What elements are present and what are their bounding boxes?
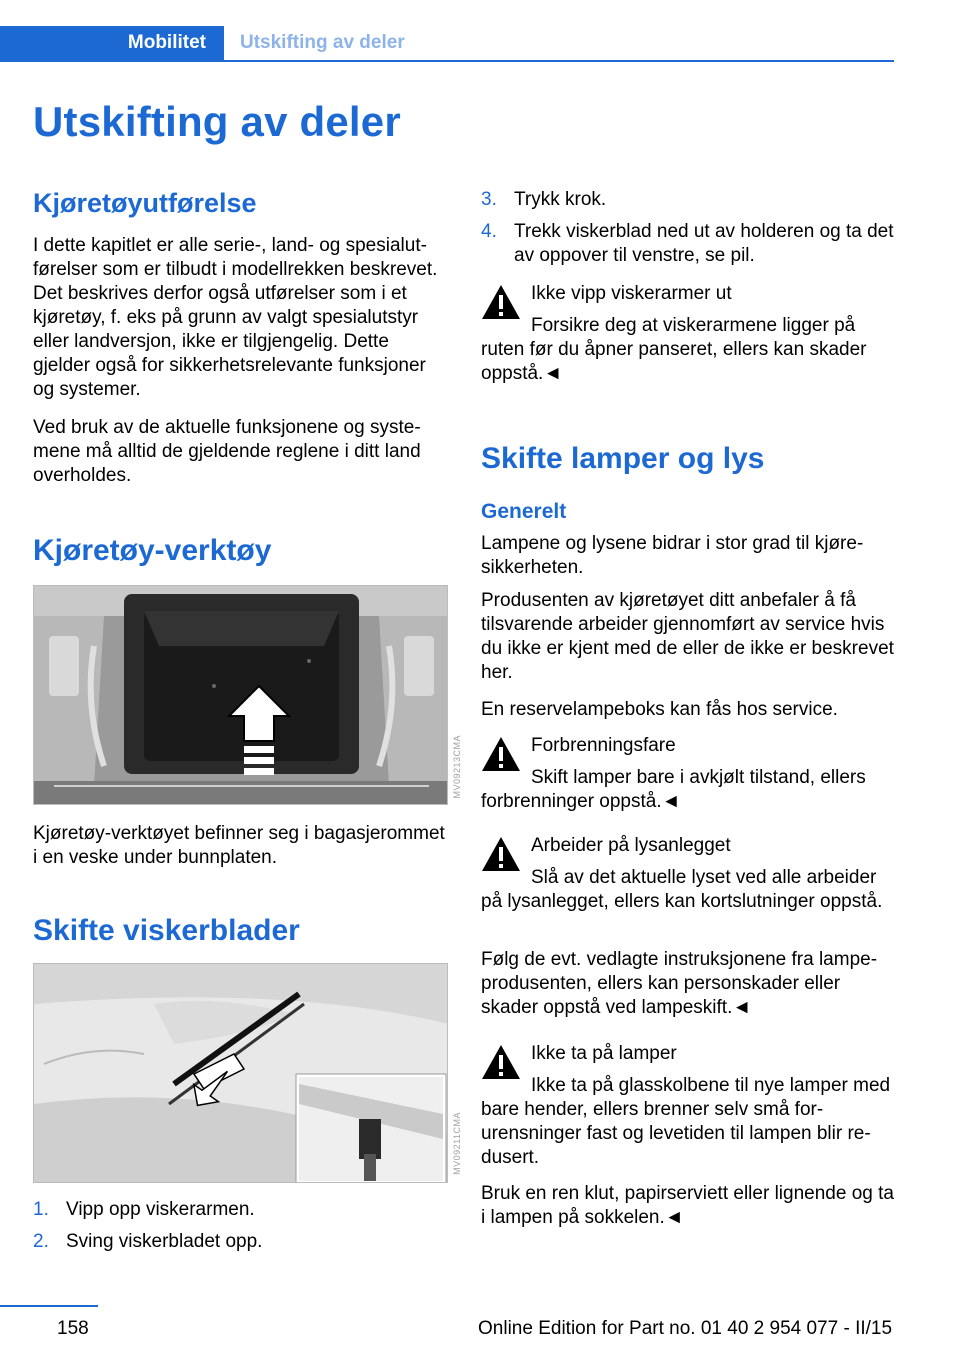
list-text: Vipp opp viskerarmen. xyxy=(66,1199,255,1220)
paragraph-rules: Ved bruk av de aktuelle funksjonene og systemene må alltid de gjeldende reglene i ditt land overholdes. xyxy=(33,417,421,486)
heading-wipers: Skifte viskerblader xyxy=(33,914,300,947)
footer-divider xyxy=(0,1305,98,1307)
list-number: 1. xyxy=(33,1199,49,1220)
warning-body: Slå av det aktuelle lyset ved alle arbeider på lysanlegget, ellers kan kortslutninger oppstå. xyxy=(481,867,883,912)
warning-body: Ikke ta på glasskolbene til nye lamper med bare hender, ellers brenner selv små forurensninger fast og levetiden til lampen blir redusert. xyxy=(481,1075,891,1168)
edition-text: Online Edition for Part no. 01 40 2 954 077 - II/15 xyxy=(478,1318,893,1339)
list-text: Trekk viskerblad ned ut av holderen og ta det av oppover til venstre, se pil. xyxy=(514,221,894,266)
trunk-illustration xyxy=(34,586,448,805)
page-number: 158 xyxy=(57,1318,89,1339)
warning-body: Forsikre deg at viskerarmene ligger på ruten før du åpner panseret, ellers kan skader oppstå.◄ xyxy=(481,315,867,384)
warning-title: Ikke ta på lamper xyxy=(531,1043,677,1064)
warning-title: Arbeider på lysanlegget xyxy=(531,835,731,856)
figure-wiper-blade xyxy=(33,963,448,1183)
figure-code-2: MV09211CMA xyxy=(452,1112,462,1175)
warning-body: Skift lamper bare i avkjølt tilstand, ellers forbrenninger oppstå.◄ xyxy=(481,767,866,812)
list-number: 4. xyxy=(481,221,497,242)
list-number: 2. xyxy=(33,1231,49,1252)
wiper-illustration xyxy=(34,964,448,1183)
page-title: Utskifting av deler xyxy=(33,98,401,145)
heading-lamps: Skifte lamper og lys xyxy=(481,442,765,475)
paragraph-lamps-safety: Lampene og lysene bidrar i stor grad til kjøresikkerheten. xyxy=(481,533,864,578)
paragraph-manufacturer: Produsenten av kjøretøyet ditt anbefaler å få tilsvarende arbeider gjennomført av service hvis du ikke er kjent med de eller de ikke er beskrevet her. xyxy=(481,590,894,683)
heading-general: Generelt xyxy=(481,500,567,523)
list-text: Sving viskerbladet opp. xyxy=(66,1231,263,1252)
figure-code-1: MV09213CMA xyxy=(452,735,462,799)
list-number: 3. xyxy=(481,189,497,210)
header xyxy=(0,0,894,62)
heading-vehicle-tools: Kjøretøy-verktøy xyxy=(33,534,272,567)
tab-utskifting[interactable]: Utskifting av deler xyxy=(240,32,405,53)
paragraph-tools-location: Kjøretøy-verktøyet befinner seg i bagasjerommet i en veske under bunnplaten. xyxy=(33,823,445,868)
warning-title: Forbrenningsfare xyxy=(531,735,676,756)
paragraph-intro: I dette kapitlet er alle serie-, land- og spesialutførelser som er tilbudt i modellrekken beskrevet. Det beskrives derfor også utførelser som i et kjøretøy, f. eks på grunn av valgt spesialutstyr eller landversjon, ikke er tilgjengelig. Dette gjelder også for sikkerhetsrelevante funksjoner og systemer. xyxy=(33,235,438,400)
header-divider xyxy=(0,60,894,62)
paragraph-clean-cloth: Bruk en ren klut, papirserviett eller lignende og ta i lampen på sokkelen.◄ xyxy=(481,1183,894,1228)
list-text: Trykk krok. xyxy=(514,189,607,210)
paragraph-spare-box: En reservelampeboks kan fås hos service. xyxy=(481,699,838,720)
warning-title: Ikke vipp viskerarmer ut xyxy=(531,283,732,304)
heading-vehicle-version: Kjøretøyutførelse xyxy=(33,188,257,218)
figure-trunk-tools xyxy=(33,585,448,805)
paragraph-instructions: Følg de evt. vedlagte instruksjonene fra lampeprodusenten, ellers kan personskader eller skader oppstå ved lampeskift.◄ xyxy=(481,949,878,1018)
tab-mobilitet[interactable]: Mobilitet xyxy=(0,26,224,60)
